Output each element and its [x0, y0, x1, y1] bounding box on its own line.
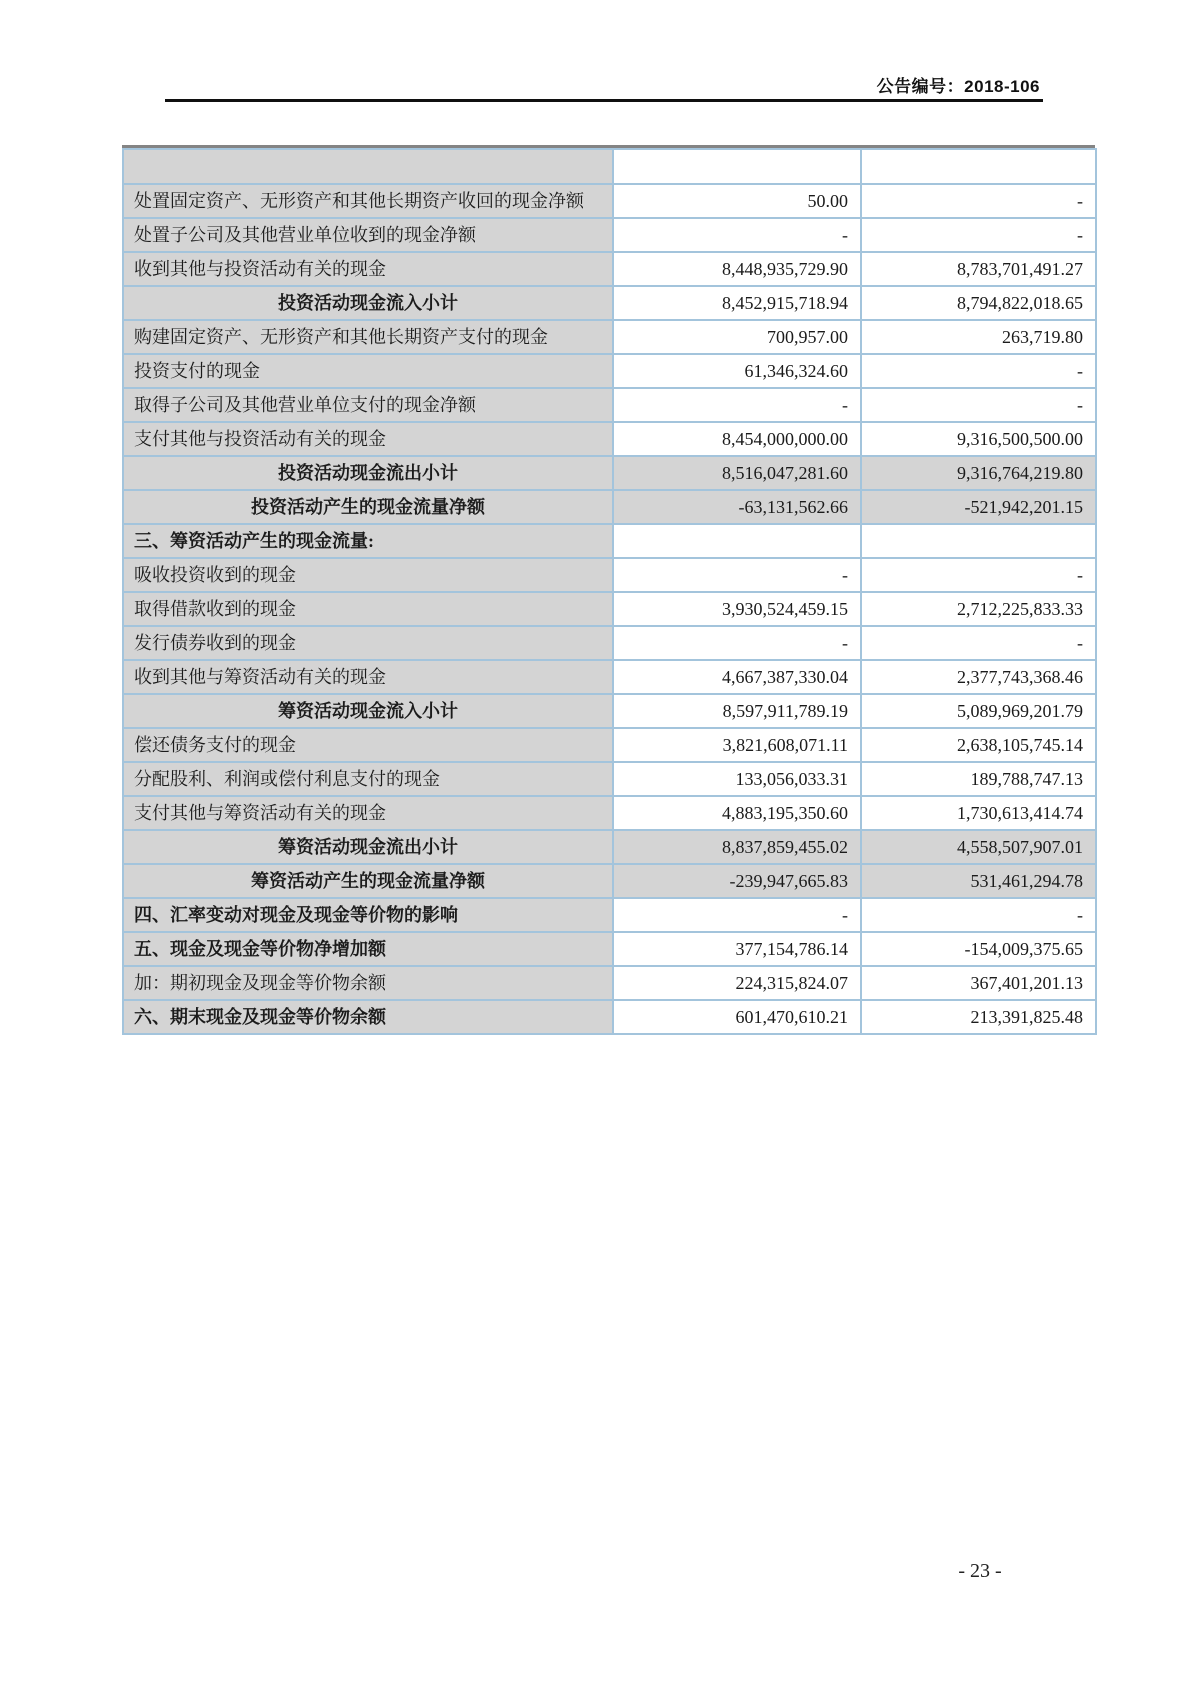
row-label-cell: 加：期初现金及现金等价物余额 [123, 966, 613, 1000]
table-row [123, 966, 1096, 1000]
prior-period-value-cell: - [861, 354, 1096, 388]
prior-period-value-cell: 9,316,764,219.80 [861, 456, 1096, 490]
prior-period-value-cell: 8,783,701,491.27 [861, 252, 1096, 286]
announcement-number: 公告编号：2018-106 [876, 77, 1040, 96]
prior-period-value-cell: 213,391,825.48 [861, 1000, 1096, 1034]
row-label-cell: 投资支付的现金 [123, 354, 613, 388]
table-row [123, 354, 1096, 388]
table-row [123, 388, 1096, 422]
row-label-cell: 支付其他与投资活动有关的现金 [123, 422, 613, 456]
table-row [123, 830, 1096, 864]
prior-period-value-cell: 5,089,969,201.79 [861, 694, 1096, 728]
row-label-cell: 筹资活动产生的现金流量净额 [123, 864, 613, 898]
prior-period-value-cell: 2,712,225,833.33 [861, 592, 1096, 626]
header-rule [165, 99, 1043, 102]
prior-period-value-cell: - [861, 898, 1096, 932]
current-period-value-cell [613, 149, 861, 184]
prior-period-value-cell: - [861, 184, 1096, 218]
table-row [123, 592, 1096, 626]
row-label-cell: 投资活动现金流入小计 [123, 286, 613, 320]
row-label-cell: 取得子公司及其他营业单位支付的现金净额 [123, 388, 613, 422]
prior-period-value-cell [861, 149, 1096, 184]
prior-period-value-cell: 1,730,613,414.74 [861, 796, 1096, 830]
current-period-value-cell: - [613, 558, 861, 592]
current-period-value-cell: - [613, 388, 861, 422]
current-period-value-cell: 4,667,387,330.04 [613, 660, 861, 694]
prior-period-value-cell: 8,794,822,018.65 [861, 286, 1096, 320]
current-period-value-cell: 377,154,786.14 [613, 932, 861, 966]
cash-flow-statement-table [122, 148, 1097, 1035]
table-row [123, 218, 1096, 252]
table-row [123, 728, 1096, 762]
row-label-cell: 筹资活动现金流出小计 [123, 830, 613, 864]
row-label-cell: 四、汇率变动对现金及现金等价物的影响 [123, 898, 613, 932]
table-row [123, 490, 1096, 524]
prior-period-value-cell: - [861, 558, 1096, 592]
current-period-value-cell: - [613, 626, 861, 660]
table-row [123, 524, 1096, 558]
current-period-value-cell: 4,883,195,350.60 [613, 796, 861, 830]
row-label-cell: 六、期末现金及现金等价物余额 [123, 1000, 613, 1034]
prior-period-value-cell: 367,401,201.13 [861, 966, 1096, 1000]
prior-period-value-cell: -154,009,375.65 [861, 932, 1096, 966]
prior-period-value-cell: - [861, 388, 1096, 422]
prior-period-value-cell: -521,942,201.15 [861, 490, 1096, 524]
prior-period-value-cell: 189,788,747.13 [861, 762, 1096, 796]
current-period-value-cell: 133,056,033.31 [613, 762, 861, 796]
table-row [123, 796, 1096, 830]
row-label-cell: 分配股利、利润或偿付利息支付的现金 [123, 762, 613, 796]
current-period-value-cell: 3,930,524,459.15 [613, 592, 861, 626]
prior-period-value-cell: 531,461,294.78 [861, 864, 1096, 898]
prior-period-value-cell: 9,316,500,500.00 [861, 422, 1096, 456]
table-row [123, 184, 1096, 218]
table-row [123, 1000, 1096, 1034]
table-row [123, 864, 1096, 898]
prior-period-value-cell: 2,638,105,745.14 [861, 728, 1096, 762]
current-period-value-cell: - [613, 898, 861, 932]
current-period-value-cell [613, 524, 861, 558]
current-period-value-cell: 8,597,911,789.19 [613, 694, 861, 728]
row-label-cell: 支付其他与筹资活动有关的现金 [123, 796, 613, 830]
current-period-value-cell: 3,821,608,071.11 [613, 728, 861, 762]
current-period-value-cell: -63,131,562.66 [613, 490, 861, 524]
row-label-cell: 投资活动产生的现金流量净额 [123, 490, 613, 524]
row-label-cell: 五、现金及现金等价物净增加额 [123, 932, 613, 966]
table-row [123, 456, 1096, 490]
prior-period-value-cell: - [861, 626, 1096, 660]
current-period-value-cell: 8,454,000,000.00 [613, 422, 861, 456]
row-label-cell: 发行债券收到的现金 [123, 626, 613, 660]
prior-period-value-cell: 4,558,507,907.01 [861, 830, 1096, 864]
row-label-cell [123, 149, 613, 184]
current-period-value-cell: 8,516,047,281.60 [613, 456, 861, 490]
table-row [123, 422, 1096, 456]
current-period-value-cell: 224,315,824.07 [613, 966, 861, 1000]
row-label-cell: 吸收投资收到的现金 [123, 558, 613, 592]
table-row [123, 762, 1096, 796]
table-row [123, 932, 1096, 966]
table-row [123, 320, 1096, 354]
prior-period-value-cell: - [861, 218, 1096, 252]
table-row [123, 558, 1096, 592]
table-row [123, 694, 1096, 728]
current-period-value-cell: 700,957.00 [613, 320, 861, 354]
row-label-cell: 筹资活动现金流入小计 [123, 694, 613, 728]
current-period-value-cell: - [613, 218, 861, 252]
table-row [123, 898, 1096, 932]
page-number: - 23 - [958, 1560, 1002, 1582]
row-label-cell: 处置子公司及其他营业单位收到的现金净额 [123, 218, 613, 252]
current-period-value-cell: 8,448,935,729.90 [613, 252, 861, 286]
current-period-value-cell: -239,947,665.83 [613, 864, 861, 898]
row-label-cell: 取得借款收到的现金 [123, 592, 613, 626]
table-row [123, 626, 1096, 660]
row-label-cell: 收到其他与投资活动有关的现金 [123, 252, 613, 286]
prior-period-value-cell: 263,719.80 [861, 320, 1096, 354]
table-row [123, 252, 1096, 286]
row-label-cell: 投资活动现金流出小计 [123, 456, 613, 490]
prior-period-value-cell: 2,377,743,368.46 [861, 660, 1096, 694]
row-label-cell: 偿还债务支付的现金 [123, 728, 613, 762]
table-row [123, 286, 1096, 320]
current-period-value-cell: 61,346,324.60 [613, 354, 861, 388]
table-row [123, 660, 1096, 694]
table-row [123, 149, 1096, 184]
current-period-value-cell: 50.00 [613, 184, 861, 218]
current-period-value-cell: 601,470,610.21 [613, 1000, 861, 1034]
prior-period-value-cell [861, 524, 1096, 558]
row-label-cell: 购建固定资产、无形资产和其他长期资产支付的现金 [123, 320, 613, 354]
row-label-cell: 处置固定资产、无形资产和其他长期资产收回的现金净额 [123, 184, 613, 218]
row-label-cell: 三、筹资活动产生的现金流量: [123, 524, 613, 558]
cash-flow-table-wrapper [122, 145, 1095, 1035]
current-period-value-cell: 8,452,915,718.94 [613, 286, 861, 320]
row-label-cell: 收到其他与筹资活动有关的现金 [123, 660, 613, 694]
current-period-value-cell: 8,837,859,455.02 [613, 830, 861, 864]
